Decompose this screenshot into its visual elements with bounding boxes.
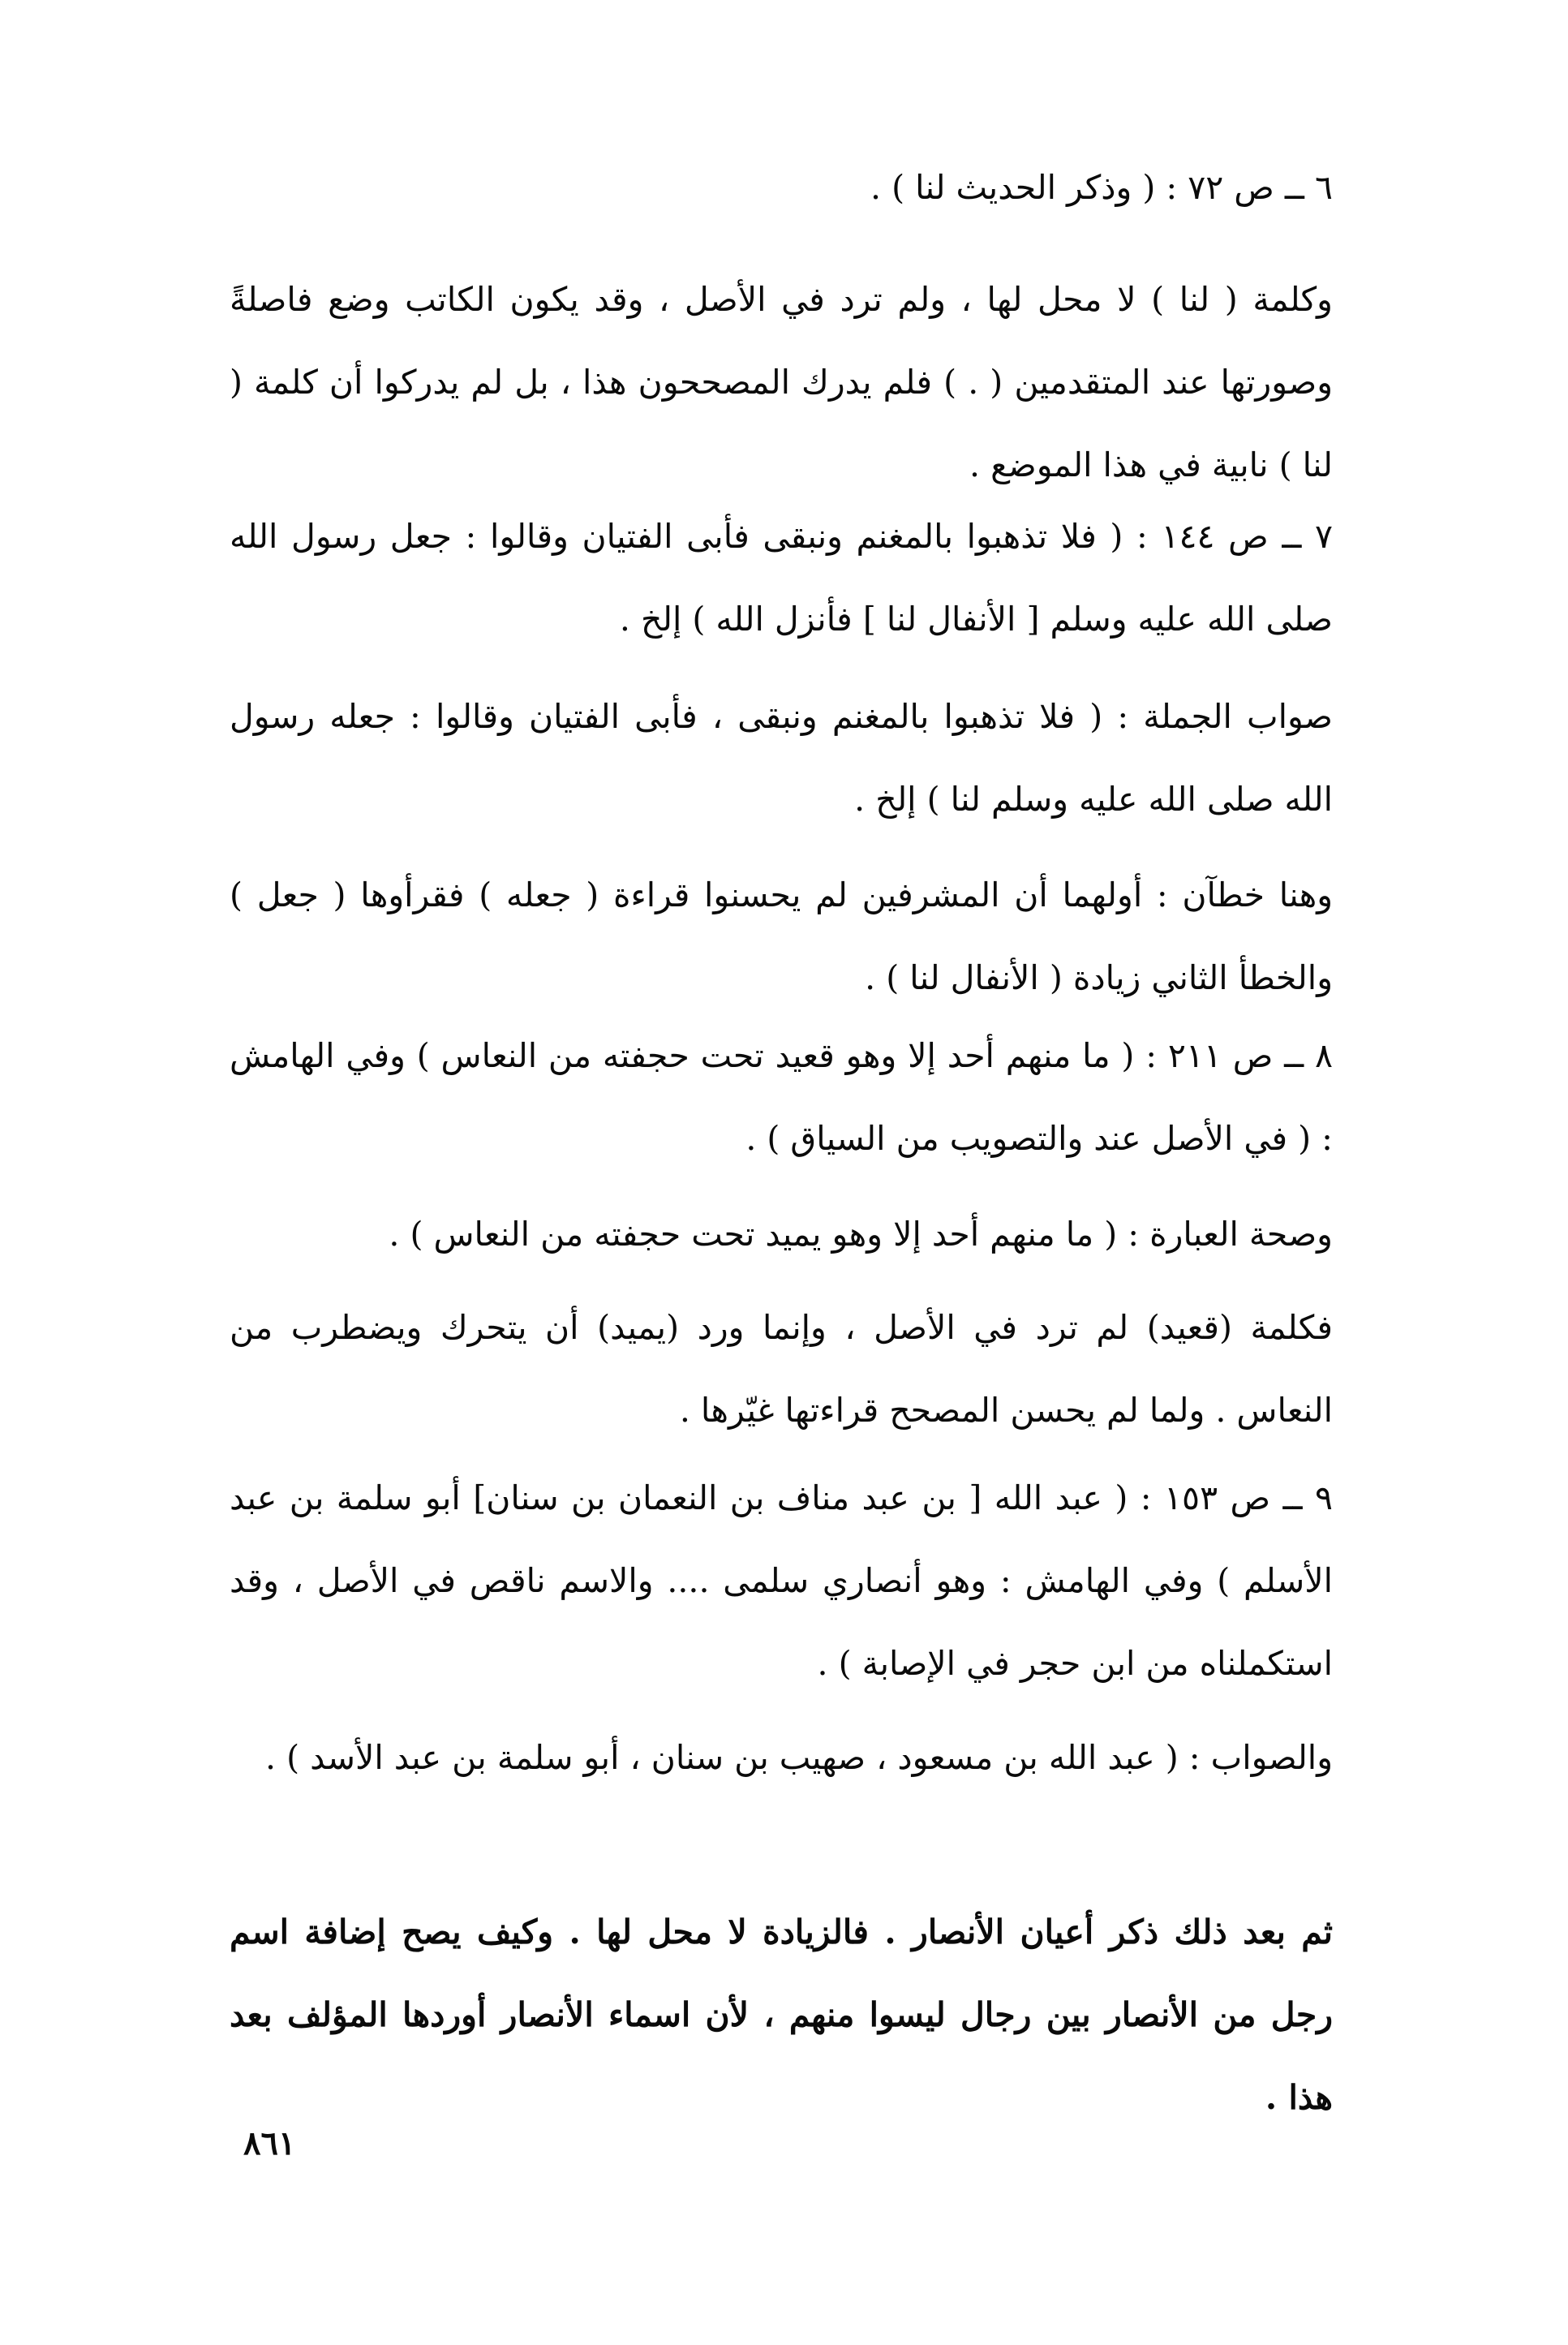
paragraph-item-8: ٨ ــ ص ٢١١ : ( ما منهم أحد إلا وهو قعيد تحت حجفته من النعاس ) وفي الهامش : ( في الأصل عند والتصويب من السياق ) .: [230, 1036, 1333, 1158]
paragraph-two-errors: وهنا خطآن : أولهما أن المشرفين لم يحسنوا قراءة ( جعله ) فقرأوها ( جعل ) والخطأ الثاني زيادة ( الأنفال لنا ) .: [230, 876, 1333, 997]
paragraph-commentary-lana: وكلمة ( لنا ) لا محل لها ، ولم ترد في الأصل ، وقد يكون الكاتب وضع فاصلةً وصورتها عند المتقدمين ( . ) فلم يدرك المصححون هذا ، بل لم يدركوا أن كلمة ( لنا ) نابية في هذا الموضع .: [230, 280, 1333, 484]
paragraph-item-6: ٦ ــ ص ٧٢ : ( وذكر الحديث لنا ) .: [870, 168, 1333, 207]
paragraph-item-7: ٧ ــ ص ١٤٤ : ( فلا تذهبوا بالمغنم ونبقى فأبى الفتيان وقالوا : جعل رسول الله صلى الله عليه وسلم [ الأنفال لنا ] فأنزل الله ) إلخ .: [230, 517, 1333, 639]
paragraph-item-9: ٩ ــ ص ١٥٣ : ( عبد الله [ بن عبد مناف بن النعمان بن سنان] أبو سلمة بن عبد الأسلم ) وفي الهامش : وهو أنصاري سلمى .... والاسم ناقص في الأصل ، وقد استكملناه من ابن حجر في الإصابة ) .: [230, 1478, 1333, 1683]
page-number: ٨٦١: [243, 2124, 296, 2162]
paragraph-word-qaid: فكلمة (قعيد) لم ترد في الأصل ، وإنما ورد (يميد) أن يتحرك ويضطرب من النعاس . ولما لم يحسن المصحح قراءتها غيّرها .: [230, 1308, 1333, 1430]
paragraph-correct-phrase: وصحة العبارة : ( ما منهم أحد إلا وهو يميد تحت حجفته من النعاس ) .: [389, 1215, 1333, 1254]
paragraph-ansar-note: ثم بعد ذلك ذكر أعيان الأنصار . فالزيادة لا محل لها . وكيف يصح إضافة اسم رجل من الأنصار بين رجال ليسوا منهم ، لأن اسماء الأنصار أوردها المؤلف بعد هذا .: [230, 1913, 1333, 2117]
paragraph-correct-names: والصواب : ( عبد الله بن مسعود ، صهيب بن سنان ، أبو سلمة بن عبد الأسد ) .: [265, 1738, 1333, 1777]
paragraph-correct-sentence: صواب الجملة : ( فلا تذهبوا بالمغنم ونبقى ، فأبى الفتيان وقالوا : جعله رسول الله صلى الله عليه وسلم لنا ) إلخ .: [230, 697, 1333, 819]
